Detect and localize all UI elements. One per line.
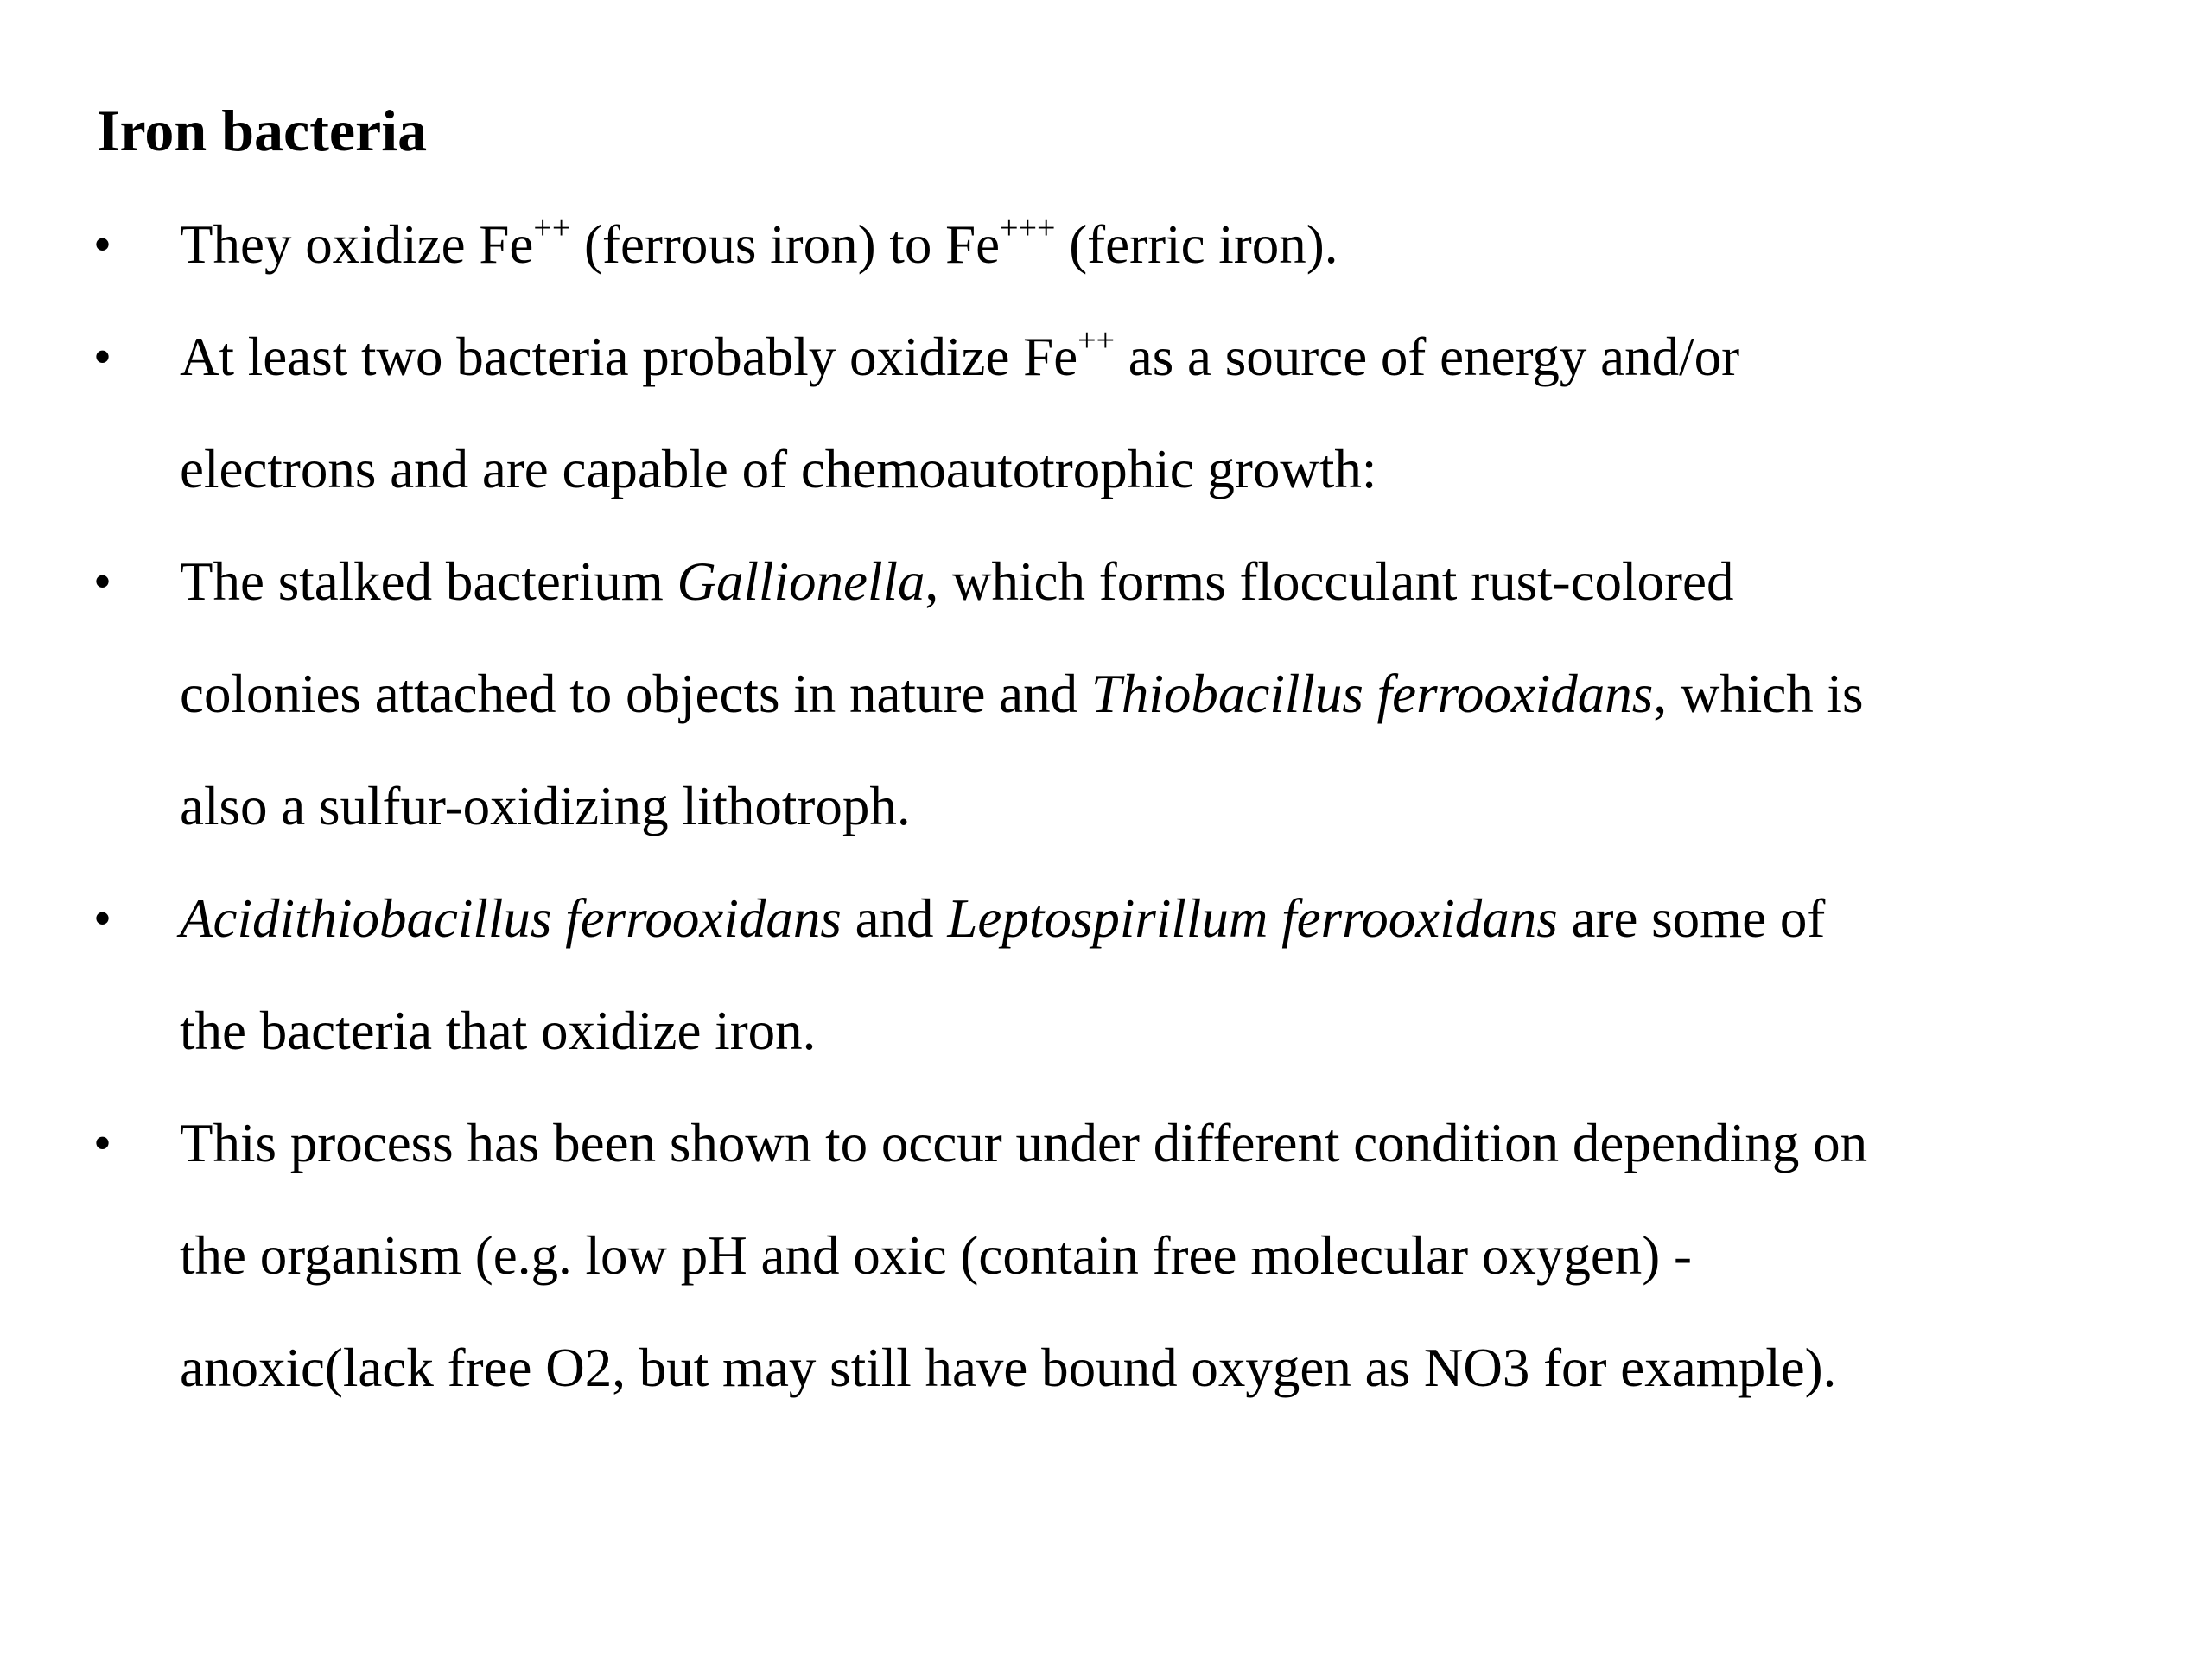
text-run: , which forms flocculant rust-colored <box>925 551 1734 612</box>
text-run: the organism (e.g. low pH and oxic (contain free molecular oxygen) - <box>180 1225 1693 1286</box>
superscript: ++ <box>533 210 571 246</box>
text-run: electrons and are capable of chemoautotrophic growth: <box>180 439 1377 499</box>
text-run: At least two bacteria probably oxidize Fe <box>180 327 1078 387</box>
bullet-dot-icon: • <box>93 890 112 947</box>
bullet-text <box>180 301 2133 525</box>
bullet-dot-icon: • <box>93 1115 112 1172</box>
superscript: +++ <box>1000 210 1056 246</box>
text-line <box>180 301 2133 413</box>
text-run: colonies attached to objects in nature and <box>180 664 1091 724</box>
bullet-text <box>180 862 2133 1087</box>
text-run: (ferric iron). <box>1055 214 1338 275</box>
bullet-text <box>180 1087 2133 1424</box>
text-line <box>180 750 2133 862</box>
text-line <box>180 975 2133 1087</box>
italic-term: Gallionella <box>677 551 925 612</box>
bullet-dot-icon: • <box>93 328 112 385</box>
text-line <box>180 413 2133 525</box>
text-run: (ferrous iron) to Fe <box>570 214 1001 275</box>
bullet-text <box>180 188 2133 301</box>
page-title: Iron bacteria <box>97 98 428 163</box>
text-run: are some of <box>1557 888 1826 949</box>
text-run: the bacteria that oxidize iron. <box>180 1001 817 1061</box>
bullet-dot-icon: • <box>93 553 112 610</box>
text-line <box>180 862 2133 975</box>
text-line <box>180 525 2133 638</box>
text-run: This process has been shown to occur under different condition depending on <box>180 1113 1868 1173</box>
text-run: They oxidize Fe <box>180 214 534 275</box>
text-run: , which is <box>1653 664 1864 724</box>
text-run: and <box>841 888 948 949</box>
text-line <box>180 188 2133 301</box>
text-run: The stalked bacterium <box>180 551 677 612</box>
text-run: as a source of energy and/or <box>1115 327 1740 387</box>
text-run: anoxic(lack free O2, but may still have bound oxygen as NO3 for example). <box>180 1338 1837 1398</box>
bullet-dot-icon: • <box>93 216 112 273</box>
italic-term: Acidithiobacillus ferrooxidans <box>180 888 842 949</box>
text-line <box>180 638 2133 750</box>
text-run: also a sulfur-oxidizing lithotroph. <box>180 776 911 836</box>
bullet-text <box>180 525 2133 862</box>
text-line <box>180 1312 2133 1424</box>
text-line <box>180 1087 2133 1199</box>
text-line <box>180 1199 2133 1312</box>
italic-term: Thiobacillus ferrooxidans <box>1090 664 1654 724</box>
italic-term: Leptospirillum ferrooxidans <box>947 888 1558 949</box>
superscript: ++ <box>1077 322 1116 359</box>
